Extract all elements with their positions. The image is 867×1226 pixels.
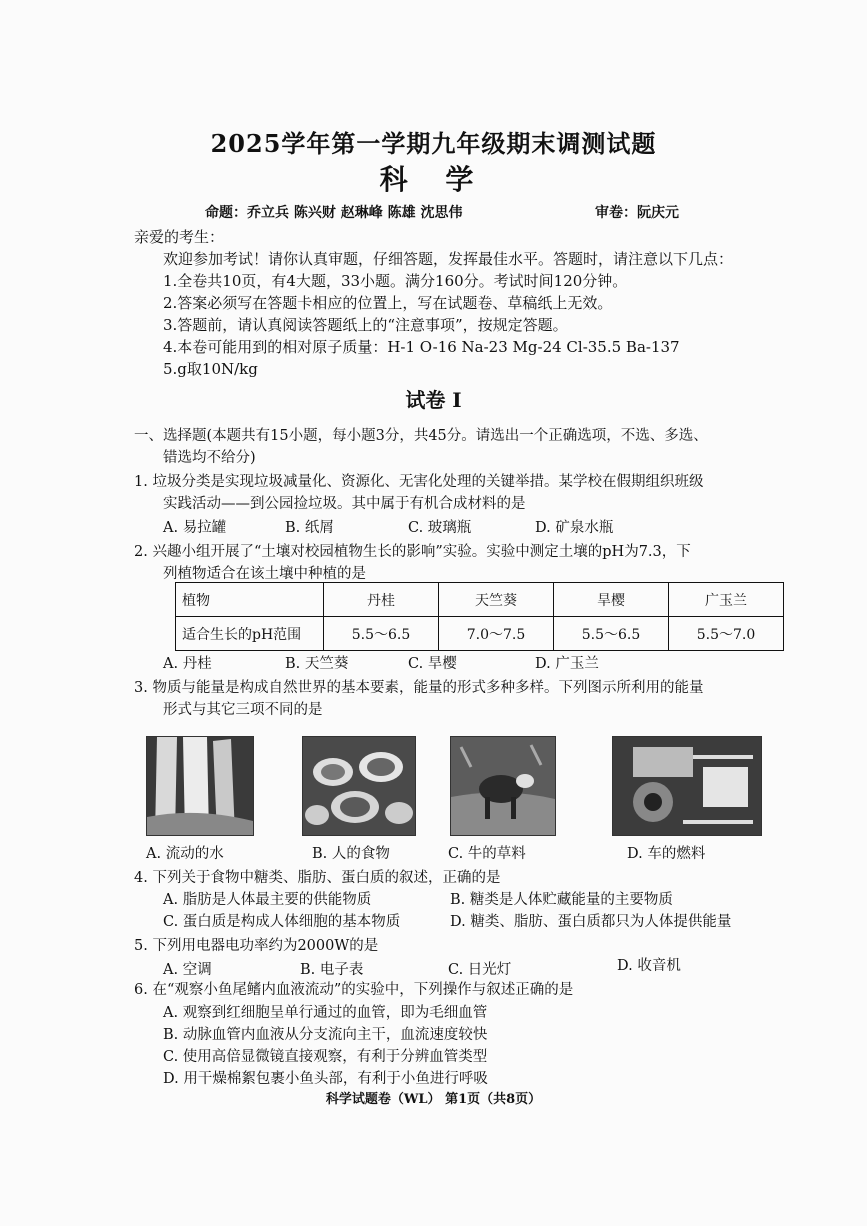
subject-title: 科 学 bbox=[379, 163, 488, 196]
table-row bbox=[176, 583, 784, 617]
q3-stem: 3. 物质与能量是构成自然世界的基本要素，能量的形式多种多样。下列图示所利用的能量 bbox=[134, 680, 704, 696]
table-cell: 广玉兰 bbox=[669, 583, 784, 617]
table-cell: 5.5～6.5 bbox=[554, 617, 669, 651]
q6-option-a: A. 观察到红细胞呈单行通过的血管，即为毛细血管 bbox=[163, 1005, 488, 1021]
greeting: 亲爱的考生： bbox=[134, 228, 225, 246]
q1-option-b: B. 纸屑 bbox=[285, 520, 334, 536]
q2-option-a: A. 丹桂 bbox=[163, 656, 212, 672]
table-cell: 丹桂 bbox=[324, 583, 439, 617]
page-footer: 科学试题卷（WL） 第1页（共8页） bbox=[325, 1092, 542, 1107]
q5-option-b: B. 电子表 bbox=[300, 962, 364, 978]
q5-option-c: C. 日光灯 bbox=[448, 962, 512, 978]
q2-option-b: B. 天竺葵 bbox=[285, 656, 349, 672]
q1-option-a: A. 易拉罐 bbox=[163, 520, 227, 536]
q5-option-d: D. 收音机 bbox=[617, 958, 681, 974]
food-photo bbox=[302, 736, 416, 836]
table-cell: 植物 bbox=[176, 583, 324, 617]
q3-stem-cont: 形式与其它三项不同的是 bbox=[163, 702, 323, 718]
q6-option-d: D. 用干燥棉絮包裹小鱼头部，有利于小鱼进行呼吸 bbox=[163, 1071, 488, 1087]
note-item: 4.本卷可能用到的相对原子质量：H-1 O-16 Na-23 Mg-24 Cl-35.5 Ba-137 bbox=[163, 338, 680, 356]
section-heading: 一、选择题(本题共有15小题，每小题3分，共45分。请选出一个正确选项，不选、多选、 bbox=[134, 428, 708, 444]
q4-option-a: A. 脂肪是人体最主要的供能物质 bbox=[163, 892, 372, 908]
q4-stem: 4. 下列关于食物中糖类、脂肪、蛋白质的叙述，正确的是 bbox=[134, 870, 501, 886]
q5-option-a: A. 空调 bbox=[163, 962, 212, 978]
q6-stem: 6. 在“观察小鱼尾鳍内血液流动”的实验中，下列操作与叙述正确的是 bbox=[134, 982, 574, 998]
note-item: 1.全卷共10页，有4大题，33小题。满分160分。考试时间120分钟。 bbox=[163, 272, 628, 290]
table-cell: 5.5～6.5 bbox=[324, 617, 439, 651]
q1-stem-cont: 实践活动——到公园捡垃圾。其中属于有机合成材料的是 bbox=[163, 496, 526, 512]
notes-intro: 欢迎参加考试！请你认真审题，仔细答题，发挥最佳水平。答题时，请注意以下几点： bbox=[163, 250, 734, 268]
exam-title: 2025学年第一学期九年级期末调测试题 bbox=[210, 129, 657, 158]
table-row bbox=[176, 617, 784, 651]
q4-option-b: B. 糖类是人体贮藏能量的主要物质 bbox=[450, 892, 673, 908]
note-item: 2.答案必须写在答题卡相应的位置上，写在试题卷、草稿纸上无效。 bbox=[163, 294, 613, 312]
table-cell: 旱樱 bbox=[554, 583, 669, 617]
cattle-photo bbox=[450, 736, 556, 836]
q1-option-d: D. 矿泉水瓶 bbox=[535, 520, 614, 536]
table-cell: 7.0～7.5 bbox=[439, 617, 554, 651]
q3-option-b: B. 人的食物 bbox=[312, 846, 390, 862]
q2-option-d: D. 广玉兰 bbox=[535, 656, 599, 672]
q6-option-b: B. 动脉血管内血液从分支流向主干，血流速度较快 bbox=[163, 1027, 488, 1043]
q2-option-c: C. 旱樱 bbox=[408, 656, 457, 672]
reviewer-line: 审卷：阮庆元 bbox=[595, 205, 679, 221]
authors-line: 命题：乔立兵 陈兴财 赵琳峰 陈雄 沈思伟 bbox=[205, 205, 463, 221]
q2-stem: 2. 兴趣小组开展了“土壤对校园植物生长的影响”实验。实验中测定土壤的pH为7.3，下 bbox=[134, 544, 691, 560]
q3-option-a: A. 流动的水 bbox=[146, 846, 224, 862]
section-heading-cont: 错选均不给分) bbox=[163, 450, 256, 466]
car-engine-photo bbox=[612, 736, 762, 836]
q2-stem-cont: 列植物适合在该土壤中种植的是 bbox=[163, 566, 366, 582]
q6-option-c: C. 使用高倍显微镜直接观察，有利于分辨血管类型 bbox=[163, 1049, 488, 1065]
section-title: 试卷 I bbox=[405, 388, 462, 412]
q3-option-c: C. 牛的草料 bbox=[448, 846, 526, 862]
table-cell: 5.5～7.0 bbox=[669, 617, 784, 651]
q1-stem: 1. 垃圾分类是实现垃圾减量化、资源化、无害化处理的关键举措。某学校在假期组织班级 bbox=[134, 474, 704, 490]
table-cell: 适合生长的pH范围 bbox=[176, 617, 324, 651]
waterfall-photo bbox=[146, 736, 254, 836]
q4-option-c: C. 蛋白质是构成人体细胞的基本物质 bbox=[163, 914, 401, 930]
note-item: 3.答题前，请认真阅读答题纸上的“注意事项”，按规定答题。 bbox=[163, 316, 568, 334]
q1-option-c: C. 玻璃瓶 bbox=[408, 520, 472, 536]
table-cell: 天竺葵 bbox=[439, 583, 554, 617]
ph-table bbox=[175, 582, 784, 651]
note-item: 5.g取10N/kg bbox=[163, 360, 258, 378]
q4-option-d: D. 糖类、脂肪、蛋白质都只为人体提供能量 bbox=[450, 914, 732, 930]
q3-option-d: D. 车的燃料 bbox=[627, 846, 706, 862]
q5-stem: 5. 下列用电器电功率约为2000W的是 bbox=[134, 938, 379, 954]
